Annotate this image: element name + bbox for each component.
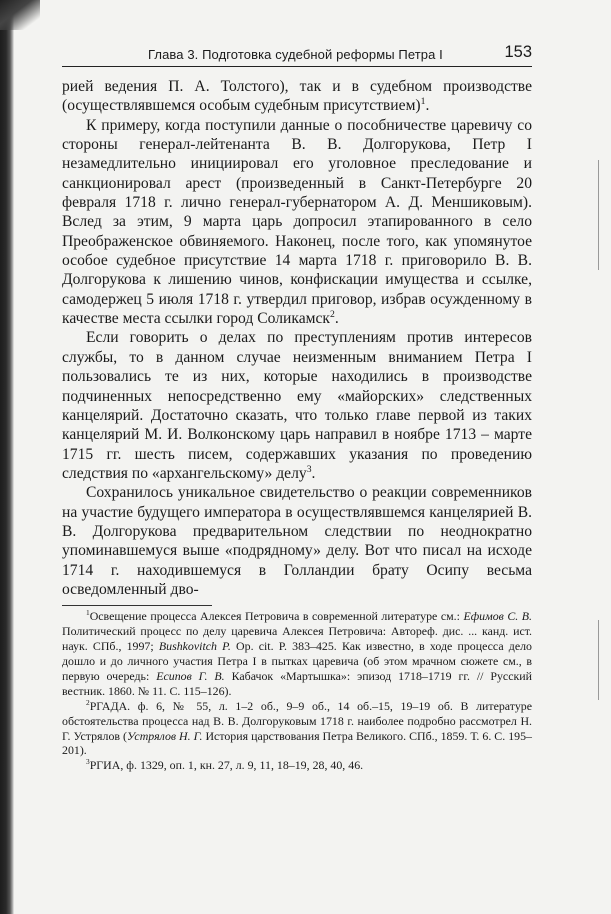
running-header-title: Глава 3. Подготовка судебной реформы Петра I bbox=[148, 47, 443, 62]
footnotes bbox=[62, 609, 532, 773]
paragraph bbox=[62, 483, 532, 599]
scan-margin-mark bbox=[598, 160, 599, 270]
paragraph bbox=[62, 116, 532, 329]
paragraph bbox=[62, 328, 532, 483]
footnote-marker: 3 bbox=[86, 757, 90, 767]
main-text bbox=[62, 77, 532, 599]
paragraph-end: . bbox=[334, 310, 339, 328]
footnote-text: РГИА, ф. 1329, оп. 1, кн. 27, л. 9, 11, 18–19, 28, 40, 46. bbox=[89, 758, 364, 773]
scan-margin-mark bbox=[598, 620, 599, 700]
scan-corner-shadow bbox=[0, 0, 40, 30]
paragraph-end: . bbox=[311, 464, 316, 482]
page-number: 153 bbox=[504, 43, 532, 61]
footnote bbox=[62, 758, 532, 773]
paragraph-text: К примеру, когда поступили данные о пособничестве царевичу со стороны генерал-лейтенанта В. В. Долгорукова, Петр I незамедлительно инициировал его уголовное преследование и санкционировал арест (произведенный в Санкт-Петербурге 20 февраля 1718 г. лично генерал-губернатором А. Д. Меншиковым). Вслед за этим, 9 марта царь допросил этапированного в село Преображенское обвиняемого. Наконец, после того, как упомянутое особое судебное присутствие 14 марта 1718 г. приговорило В. В. Долгорукова к лишению чинов, конфискации имущества и ссылке, самодержец 5 июля 1718 г. утвердил приговор, избрав осужденному в качестве места ссылки город Соликамск bbox=[62, 116, 532, 328]
footnote bbox=[62, 609, 532, 698]
footnote-marker: 1 bbox=[86, 608, 90, 618]
footnote-text: Освещение процесса Алексея Петровича в современной литературе см.: bbox=[89, 609, 464, 624]
footnote-author: Есипов Г. В. bbox=[156, 668, 225, 683]
paragraph-text: Если говорить о делах по преступлениям против интересов службы, то в данном случае неизменным вниманием Петра I пользовались те из них, которые находились в производстве подчиненных непосредственно ему «майорских» следственных канцелярий. Достаточно сказать, что только главе первой из таких канцелярий М. И. Волконскому царь направил в ноябре 1713 – марте 1715 гг. шесть писем, содержавших указания по проведению следствия по «архангельскому» делу bbox=[62, 329, 532, 482]
footnote bbox=[62, 699, 532, 759]
running-header bbox=[62, 40, 532, 67]
footnote-ref: 1 bbox=[420, 96, 426, 108]
footnote-author: Bushkovitch P. bbox=[158, 639, 231, 654]
book-page bbox=[62, 40, 532, 773]
footnote-text: Кабачок «Мартышка»: эпизод 1718–1719 гг. // Русский вестник. 1860. № 11. С. 115–126). bbox=[62, 668, 532, 698]
footnote-ref: 3 bbox=[306, 463, 312, 475]
footnote-text: Op. cit. P. 383–425. Как известно, в ходе процесса дело дошло и до личного участия Петра I в пытках царевича (об этом мрачном сюжете см., в первую очередь: bbox=[62, 639, 533, 683]
footnote-text: РГАДА. ф. 6, № 55, л. 1–2 об., 9–9 об., 14 об.–15, 19–19 об. В литературе обстоятельства процесса над В. В. Долгоруковым 1718 г. наиболее подробно рассмотрел Н. Г. Устрялов ( bbox=[62, 698, 532, 743]
paragraph-end: . bbox=[425, 97, 430, 115]
footnote-author: Ефимов С. В. bbox=[463, 609, 533, 624]
footnote-text: Политический процесс по делу царевича Алексея Петровича: Автореф. дис. ... канд. ист. наук. СПб., 1997; bbox=[62, 624, 532, 654]
footnote-separator bbox=[62, 605, 212, 606]
footnote-text: История царствования Петра Великого. СПб., 1859. Т. 6. С. 195–201). bbox=[62, 728, 532, 758]
footnote-ref: 2 bbox=[330, 308, 335, 320]
paragraph-text: рией ведения П. А. Толстого), так и в судебном производстве (осуществлявшемся особым судебным присутствием) bbox=[62, 78, 532, 115]
footnote-marker: 2 bbox=[86, 697, 90, 707]
paragraph-text: Сохранилось уникальное свидетельство о реакции современников на участие будущего императора в осуществлявшемся канцелярией В. В. Долгорукова предварительном следствии по неоднократно упоминавшемуся выше «подрядному» делу. Вот что писал на исходе 1714 г. находившемуся в Голландии брату Осипу весьма осведомленный дво- bbox=[62, 484, 532, 598]
footnote-author: Устрялов Н. Г. bbox=[126, 728, 203, 743]
paragraph bbox=[62, 77, 532, 116]
scan-binding-shadow bbox=[0, 0, 14, 914]
